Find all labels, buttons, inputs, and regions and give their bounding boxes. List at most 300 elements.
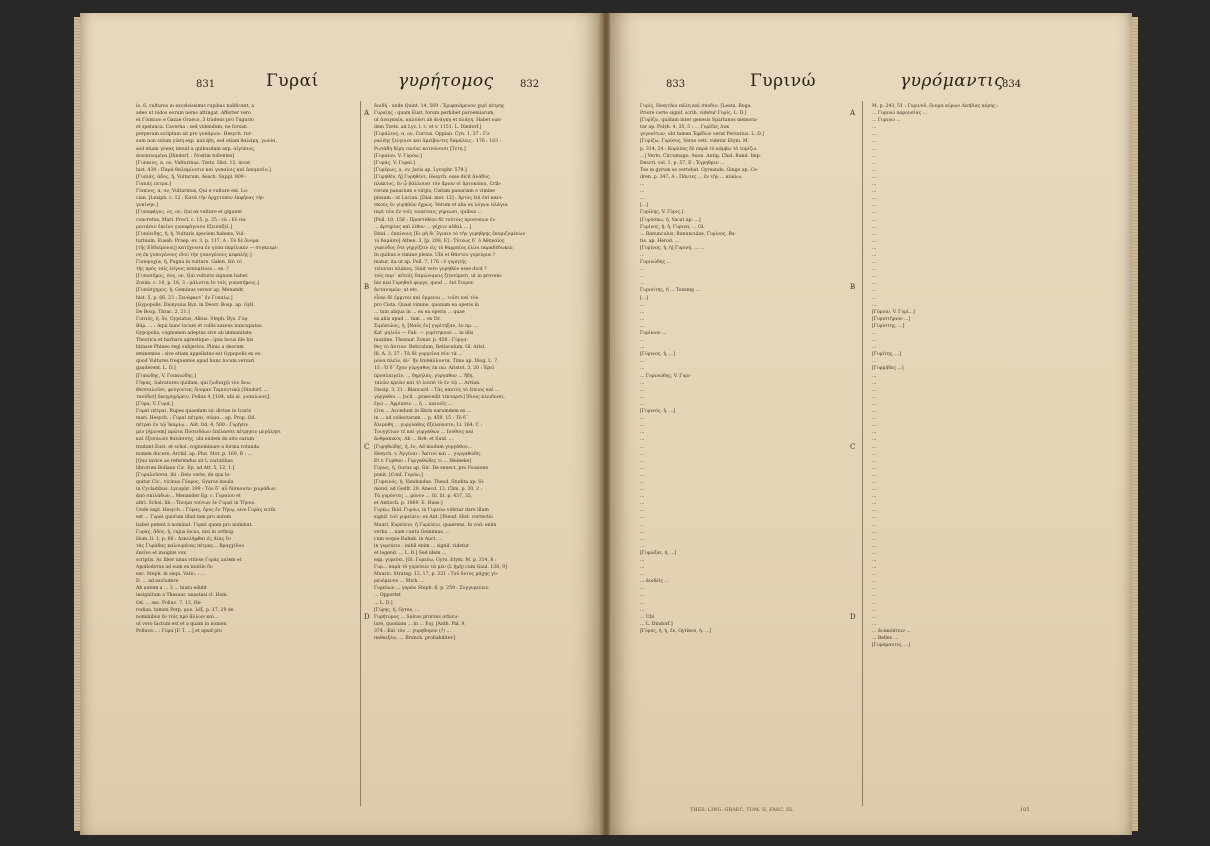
column-rule: [360, 101, 361, 806]
text-line: ...: [640, 196, 645, 202]
text-line: ...: [872, 295, 877, 301]
text-line: et Antioch. p. 1069, E. Hase.]: [374, 501, 443, 507]
text-line: ...: [872, 536, 877, 542]
text-line: plexam : ut Lucian. [Dial. mer. 12] : Ἀρτος ἐπὶ ἐπὶ κανι-: [374, 196, 504, 202]
text-line: ex aliis apud ... tum ... ex Dr.: [374, 316, 441, 322]
text-line: ...: [872, 479, 877, 485]
text-line: ...: [872, 125, 877, 131]
text-line: Ill. A. 3, 27 : Τὰ δὲ γυργεῖνα σὺν τὰ ...: [374, 352, 463, 358]
text-line: io, 6, vultures in excelsissimis rupibus nidificant, a: [136, 104, 255, 109]
text-line: ponit. [Conf. Γυρόω.]: [374, 472, 423, 478]
text-line: τὰς Γυράδας καλουμένας πέτρας... Βραγχίδου: [136, 543, 245, 549]
text-line: ...: [872, 558, 877, 563]
text-line: άνεπαυομένα [Dindorf. : Nostim tollentes]: [136, 153, 235, 159]
text-line: altri. Schol. lib. : Ὄνομα τούτων ἐν Γυραί in Τῆνον.: [136, 501, 256, 507]
page-edge-right: [1132, 17, 1138, 831]
text-line: rorum panarium e virgis, Cistam panariam e vimine: [374, 189, 495, 195]
text-column: [136, 103, 352, 803]
text-line: [...]: [640, 203, 648, 209]
text-line: exp. γυρεύει. [Gl. Γυρεύω, Gyro. Etym. M. p. 314, 8 :: [374, 558, 497, 563]
text-line: ut vero factum est et a quam in nomen: [136, 621, 227, 627]
text-line: ...: [872, 621, 877, 627]
page-number: 832: [520, 79, 540, 90]
text-line: ...: [872, 182, 877, 188]
text-line: [Γυποσήμος, συς, ον, Qui vulturis signum habet.: [136, 274, 249, 280]
text-line: ...: [640, 536, 645, 542]
text-line: ...: [640, 458, 645, 464]
text-line: [Γυρόμαντις, ...]: [872, 643, 911, 649]
text-line: ...: [872, 501, 877, 507]
text-line: ...: [872, 579, 877, 585]
page-number: 834: [1002, 79, 1022, 90]
text-line: ... L. D.]: [374, 600, 393, 606]
text-line: ...: [872, 245, 877, 251]
text-line: Γυρήτομος ... Sulcos prorsus orbicu-: [374, 614, 459, 620]
text-line: ...: [872, 359, 877, 365]
text-line: ...: [872, 416, 877, 422]
text-line: ... Opportet: [374, 593, 401, 599]
text-line: dren. p. 347, A : Πάντες ... ἐν τὴν ... κύκλω.: [640, 174, 743, 180]
text-line: ἀοιδῆ : unde Quint. 14, 569 : Ἐριφπιάμενον χερὶ πέτρης: [374, 104, 505, 109]
text-line: [Γυπόειδης, ἡ, ἡ, Vulturis speciem habens, Vul-: [136, 231, 246, 237]
text-line: turinum. Euseb. Praep. ev. 3, p. 117, A : Τὸ δὲ ὄνομα: [136, 238, 259, 244]
text-line: [Γυρόσκω, ἡ, Vacat ap. ...]: [640, 217, 701, 223]
text-line: ... Ubi: [640, 614, 655, 620]
text-line: [Γύρος, ἡ, ἡ, ἐν, Gyrinos, ἡ. ...]: [640, 628, 712, 634]
text-line: quod Vultures frequentes apud hunc locum versari: [136, 359, 255, 365]
text-line: [Γυρίζω, quidam inter genesis Spartanos memora-: [640, 118, 758, 124]
text-line: ...: [872, 423, 877, 429]
text-line: nomen ducere. Archil. ap. Plut. Mor. p. 169, B : ...: [136, 451, 252, 457]
text-line: ...: [872, 174, 877, 180]
text-line: tur ap. Polyb. 4, 35, 5 : ... Γυρίδες Λυκ: [640, 125, 730, 131]
text-line: [Γύριον, V. Γυρί...]: [872, 309, 915, 315]
text-line: in Cycladibus. Lycophr. 399 : Τὸν δ᾽ αὖ δίσκοισιν χοιράδων: [136, 487, 276, 493]
text-line: ...: [640, 451, 645, 457]
text-line: hist. 5, p. 66, 23 : Ξενόφαντ᾽ ἐν Γυπαίῳ.]: [136, 295, 233, 301]
text-line: [Γύρινος, ἡ, ...]: [640, 352, 676, 358]
text-line: perperam scriptum sit pro γυπάριον. Hesych. rur-: [136, 132, 253, 138]
running-headword: γυρόμαντις: [900, 71, 1005, 91]
text-line: ...: [640, 401, 645, 407]
text-line: εῖτα ... Accedunt in libris earumdem ex ...: [374, 409, 472, 415]
text-line: [Γυραλοῦσσα, ibi : Delo certe, de qua lo-: [136, 472, 231, 478]
text-line: ...: [872, 472, 877, 478]
text-line: nominibus ἐν τοῖς πρὸ ἄλλων καὶ...: [136, 614, 219, 620]
text-line: εἶναι δὲ ἐμμιτοι καὶ ἐμμενοι ... τοῖσι καὶ τὸν: [374, 295, 479, 301]
text-line: Priore certe signif. scrib. videtur Γυρίς. L. D.]: [640, 111, 747, 117]
text-line: Gypopolis, cognomen adeptus sive ab immanitate: [136, 331, 252, 336]
text-line: Γυπιάς πετρα.]: [136, 182, 171, 188]
text-line: habet petent à nominat. Γυραί quam pro nominat.: [136, 522, 253, 528]
text-line: sum non solum γύπη exp. καλύβη, sed etiam θαλάμη, γωνία,: [136, 139, 277, 145]
text-line: [Γυπιάς, άδος, ἡ, Vulturum, Aesch. Suppl. 809 :: [136, 174, 247, 180]
text-line: γυρεύδος ὅτε γηργίζειν εἰς τὸ θαρραῖος ἐλίοι παραδέδωκεν,: [374, 245, 515, 251]
text-line: ... ἀρτηρίας καὶ λίθον ... γέχειν αἰθαλ ... ]: [374, 224, 472, 230]
text-line: ...: [872, 331, 877, 336]
text-line: ...: [872, 550, 877, 556]
text-line: D. ... ad excludere: [136, 579, 179, 585]
text-line: ...: [872, 515, 877, 521]
text-line: Γυρεύων ... γυρῶν Steph. 6, p. 259 : Συγγυρεύειν: [374, 586, 489, 592]
text-line: Theorica et barbara agrestique : ipsa locus ille his: [136, 338, 254, 344]
text-line: ...: [872, 387, 877, 393]
text-line: ...: [872, 522, 877, 528]
text-line: ...: [640, 338, 645, 344]
text-line: ...: [640, 522, 645, 528]
text-line: Τὰ γυρόντες ... μόνον ... Gl. lit. p. 437, 35,: [374, 494, 473, 500]
text-line: [Quo invice ao referendus sit L variatibus: [136, 458, 233, 464]
text-line: καὶ ἐξεσάωσε θαλάσσης, ubi eiidem de situ earum: [136, 437, 255, 443]
text-line: 374 : Καί τὸν ... γυρηθομον (?) ...: [374, 628, 451, 634]
text-line: ...: [640, 565, 645, 571]
text-line: ...: [872, 401, 877, 407]
running-headword: γυρήτομος: [398, 71, 494, 91]
text-line: Polluce... : Γύρα [F. Ἰ. ...] et apud pro: [136, 628, 223, 634]
text-line: τοῖς παρ᾽ αὐτοῖς δαμώνυμοις ζητούμεσι, ut in provem-: [374, 274, 503, 280]
text-line: cum eoque Ruhnk. in Auct. ...: [374, 536, 443, 542]
text-line: τῆς πρὸς ταῖς λόγοις πεπομένων... ex. ?: [136, 267, 229, 273]
text-line: ...: [640, 558, 645, 563]
text-column: [374, 103, 590, 803]
text-line: ...: [872, 586, 877, 592]
running-headword: Γυραί: [266, 71, 319, 91]
text-line: ρευόμενον ... Mich. ...: [374, 579, 425, 585]
text-line: M. p. 243, 51 : Γυρινοῦ, ὄνομα κύρων Λεσβίας κόρης :: [872, 104, 999, 109]
page-number: 831: [196, 79, 216, 90]
text-line: Dind. : ἐπαίνους [Ει μὴ δι᾽ὕγιαιν τὸ τὴν γυρηθρης ἐκομιζομένων: [374, 231, 526, 237]
text-line: [Γυρμήδες ...]: [872, 366, 904, 372]
text-line: mari. Hesych. : Γυραὶ πέτραι, σῶμα... ap. Prop. Od.: [136, 416, 256, 422]
text-line: exc. Steph. in sequ. Vatic. : ...: [136, 572, 205, 578]
text-line: [Γυράς, V. Γυραί.]: [374, 160, 416, 166]
text-line: Hom. ll. 1, p. 66 : Δεκελήφθαι ἐς Δίας ἐν: [136, 536, 231, 542]
text-line: ...: [872, 458, 877, 464]
text-line: ...: [872, 132, 877, 138]
text-line: Et v. Γυρθαν : Γυργαθώδες τι ... Meineke]: [374, 458, 472, 464]
text-line: ...: [872, 593, 877, 599]
text-line: ...: [872, 153, 877, 159]
text-line: rodian. tamen Perp. μον. λέξ. p. 17, 29 de: [136, 607, 234, 613]
text-line: Γυπτός, ἡ, ὄν, Gypsatus, Albus. Steph. Byz. Γύψ: [136, 316, 248, 322]
text-line: verba ... nam cuntu Geinimus, ...: [374, 529, 451, 535]
text-line: ...: [872, 565, 877, 571]
text-line: est ... Γυραὶ quorum illud tam pro autem: [136, 515, 232, 521]
text-line: librorum Bollano Cic. Ep. ad Att. 5, 12, 1.]: [136, 465, 235, 471]
text-line: Dissip. 3, 21 : Blancard. : Τὰς παντὸς τὸ ἑπειος καὶ ...: [374, 387, 500, 393]
text-line: et legend. ... L. D.] Sed idem ...: [374, 550, 447, 556]
text-line: μόνα πλεῖν, ἀν᾽ ἣν ἐπιθάλλοντα. Timo ap. Diog. L. 7,: [374, 359, 499, 365]
signature-mark: 105: [1020, 807, 1030, 813]
text-line: ...: [640, 515, 645, 521]
text-line: ...: [640, 387, 645, 393]
text-line: ...: [872, 238, 877, 244]
text-line: ...: [640, 586, 645, 592]
text-line: ...: [640, 479, 645, 485]
text-line: scriptis. Ac liber unus vitiose Γυρὰς autem et: [136, 558, 242, 563]
footer-note: THES. LING. GRAEC. TOM. II, FASC. III.: [690, 807, 794, 813]
text-line: [Γυράλεος, α, ον, Curvus. Oppian. Cyn. 1, 37 : Γυ-: [374, 132, 491, 138]
text-line: ...: [640, 302, 645, 308]
text-line: ...: [872, 444, 877, 450]
margin-letter: D: [364, 613, 370, 621]
text-line: Γυπορυχία, ἡ, Pugna in vulture. Galen. ἐπὶ τὸ: [136, 260, 242, 266]
text-line: et spelunca. Caverna : sed videndum, ne forsan: [136, 125, 247, 131]
text-line: ...: [872, 345, 877, 351]
text-line: Βάρ. ... : Aqui hunc locum et collis saxeus nuncupatus: [136, 323, 262, 329]
text-line: ...: [872, 224, 877, 230]
text-line: ἄλιμοθη ... γυργύαθος ἐξελαύνετο, Ll. 164, C :: [374, 423, 483, 429]
text-line: Γυρίνος, ἡ, ἡ, Γυρινα, ... Gl.: [640, 224, 705, 230]
text-line: Γυρ... παρὰ τὸ γυρεύειν τὰ μέν (L ἡμὴ) cum Gaul. 138, 9]: [374, 565, 507, 571]
text-line: ραλέης ζεύγοισι καί ἀμείβοντες δαμάλεις : 176 : 183 :: [374, 139, 502, 145]
text-line: in γυρεύειν : inibil enim ... signif. videtur: [374, 543, 470, 549]
text-line: ...: [640, 316, 645, 322]
text-line: ...: [872, 189, 877, 195]
text-line: maxime. Thesaur. Zonar. p. 458 : Γύργα-: [374, 338, 469, 344]
text-line: ...: [872, 607, 877, 613]
margin-letter: C: [364, 443, 370, 451]
text-line: ... ἀοιδεῖς ...: [640, 579, 669, 585]
text-line: σκούς ἐν γυρηθῶν ἐχρώς. Verum et alia ex λόγων πλάγια: [374, 203, 508, 209]
text-line: ...: [640, 267, 645, 273]
text-line: Γυραὶ πέτραι, Rupes quaedam sic dictae in Icario: [136, 409, 252, 415]
text-line: [Γυρέρως, a, ov, Javis ap. Lycophr. 579.]: [374, 167, 467, 173]
text-line: ...: [872, 196, 877, 202]
text-line: ...: [640, 572, 645, 578]
text-line: ...: [640, 508, 645, 514]
text-column: [640, 103, 856, 803]
text-line: γεγονέτων, ubi tamen Ἐφέδων verat Persutius. L. D.]: [640, 132, 764, 138]
text-line: ...: [872, 465, 877, 471]
text-line: ...: [640, 416, 645, 422]
text-line: ...: [872, 430, 877, 436]
text-line: hist. 439 : Παρά θαλαμίοισιν καί γυπαίοις καί ἀπομισῖο.]: [136, 167, 271, 173]
text-line: ...: [640, 309, 645, 315]
text-line: ...: [872, 203, 877, 209]
text-line: [Γύρης, ἡ, Gyres, ...: [374, 607, 420, 613]
text-line: περὶ τῶν ἐν τοῖς τοιαύταις γηρεωσι, quibus ...: [374, 210, 482, 216]
text-line: [Γυρίτης, ...]: [872, 352, 902, 358]
text-line: τεῖνεται πλάκος. Sinit vero γυρηθῶν esse dicit ?: [374, 267, 487, 273]
text-line: ...: [872, 231, 877, 237]
text-line: Mauric. Strateg. 12, 17, p. 321 : Τοῦ ὄντος μάχης γυ-: [374, 572, 499, 578]
text-line: ...: [640, 494, 645, 500]
text-line: θος τὸ ἀντιον. Reticulum, Retiaculum. Gl. Arist.: [374, 345, 486, 351]
text-line: Γυρὰς, ἄδος. ἡ, cujus locus, nisi in orthog.: [136, 529, 235, 535]
text-line: ...: [640, 281, 645, 287]
text-line: ...: [872, 451, 877, 457]
text-line: ...: [872, 508, 877, 514]
text-line: ...: [872, 614, 877, 620]
text-line: [Γυπόσχημος, ἡ, Geminus versor ap. Menandr.: [136, 288, 245, 294]
text-line: ...: [872, 394, 877, 400]
text-line: ...: [640, 529, 645, 535]
text-line: in ... ad collectarum ... p. 459, 15 : Τὸ δ᾽: [374, 416, 469, 422]
margin-letter: D: [850, 613, 856, 621]
text-line: [Γυρηθέν, ἡ] Γυρηθέντ, Hesych. esse dicit ἀνάδυς: [374, 174, 490, 180]
text-line: ...: [872, 409, 877, 415]
text-line: mond, ad Godfr. 29. Anecd. 13. Clim. p. 30, 2 :: [374, 487, 483, 493]
text-line: ... Γυρινώ παρουσίας ...: [872, 111, 928, 117]
text-line: cian. [Lexiph. c. 12 : Κατά τὴν ἀρχετύπον ἐκφήνας τὴν: [136, 196, 264, 202]
text-line: ...: [872, 210, 877, 216]
text-line: ...: [640, 487, 645, 493]
margin-letter: A: [850, 109, 856, 117]
text-line: ...: [640, 394, 645, 400]
text-line: ...: [640, 444, 645, 450]
text-line: Ab autem a ... 3 ... hiatu edidit: [136, 586, 207, 592]
text-line: ... ἀνακόπτειν ...: [872, 628, 911, 634]
text-line: τανίδεσ] ἐκεγρηγόρειν, Pollux 4, [104, ubi al. γυπαίωνες].: [136, 394, 271, 400]
text-line: ...: [872, 252, 877, 258]
text-line: ...: [640, 600, 645, 606]
text-line: [Γυρεινός, ἡ, Vandondus. Theod. Studita ap. Si-: [374, 479, 485, 485]
text-line: signif. τοῦ γυρεύειν: ex Ant. [Pseud. Hist. correctio: [374, 515, 493, 521]
text-line: ...: [640, 323, 645, 329]
text-line: ...: [872, 302, 877, 308]
text-line: ...: [640, 472, 645, 478]
text-line: bitasse Phineo regi subjectos. Plinio a deorum: [136, 345, 244, 351]
text-line: ...: [872, 139, 877, 145]
text-line: ...: [872, 529, 877, 535]
text-line: insignitum a Thesaur. anastasi cl. Hom.: [136, 593, 229, 599]
text-line: ...: [872, 267, 877, 273]
text-line: ...: [872, 572, 877, 578]
text-line: [Γυρώξαι, ἡ, ...]: [640, 550, 677, 556]
text-line: concretus. Mari. Procl. c. 15, p. 35 : τὰ : Εὐ πα-: [136, 217, 247, 223]
text-line: ... Γυρινώ ...: [872, 118, 901, 124]
left-page-header: [80, 71, 602, 97]
text-line: ...: [640, 501, 645, 507]
text-line: ...: [872, 160, 877, 166]
text-line: Zosim. c. 10, p. 16, 3 : μάλιστα ἐν τοῖς γυποσήμοις.]: [136, 281, 259, 287]
text-line: pro Cista. Quasi vimine, quonam ea operis in: [374, 302, 479, 308]
text-line: ...: [640, 274, 645, 280]
text-line: ...: [872, 600, 877, 606]
text-line: tradunt Eust. et schol. cognominare a forma rotunda: [136, 444, 260, 450]
text-line: Hesych. v. Ἀγγίναι : Ἀκτινὶ καὶ ... γυργαθώδη.: [374, 451, 482, 457]
text-line: Γυρέω, Ibid. Γυρόω, in Γυρεύω videtur dare illum: [374, 508, 489, 514]
text-line: ... Γυρινώδης, V. Γυρι-: [640, 373, 692, 379]
text-line: Unde expl. Hesych. : Γύρας, ὄρος ἐν Τήνῳ, sive Γυρὰς scrib.: [136, 508, 277, 514]
text-line: Σιμόπυλος, ἡ, [Ναὸς ἐν] γυρίτηξαν, ἐν πρ. ...: [374, 323, 479, 329]
text-line: ταλῶν κρεῶν καὶ τὸ λοιπὸ τὸ ἐν τῷ ... Arrian.: [374, 380, 481, 386]
text-line: ...: [640, 366, 645, 372]
text-line: ...: [640, 543, 645, 549]
text-line: matur, ita ut ap. Poll. 7, 176 : ὁ γυρητῆς: [374, 260, 467, 266]
text-line: sed etiam γύπας innuit a quibusdam exp. αἰγύπιος,: [136, 146, 256, 152]
text-line: γύργαθοι ... [scil. : praecedit τέκταρσι] ἴδιοις κλειδοισι,: [374, 394, 505, 400]
text-line: Γυρίνιον ...: [640, 331, 667, 336]
running-headword: Γυρινώ: [750, 71, 816, 91]
right-page-header: [610, 71, 1132, 97]
text-line: [Γυραίου. V. Γυρόω.]: [374, 153, 422, 159]
text-line: ...: [640, 465, 645, 471]
text-line: ...: [872, 373, 877, 379]
text-line: ...: [640, 607, 645, 613]
text-line: Γυρινώδης ...: [640, 260, 671, 266]
text-line: [...]: [640, 295, 648, 301]
text-line: [Γυρηθώδης, ἡ, ἐν, Ad modum γυργάθου...: [374, 444, 472, 450]
text-line: ...: [640, 345, 645, 351]
text-line: Descri. vol. 1, p. 57, E : Ἑγρηθρεν ...: [640, 160, 725, 166]
text-line: ...: [872, 543, 877, 549]
text-line: [Poll. 10, 158 : Προστιθέον δὲ τούτοις προσοσων ἐν: [374, 217, 496, 223]
text-line: [Γύρα, V. Γυρά.]: [136, 401, 173, 407]
text-line: Τουγγίτων τέ καὶ γυργάθων ... Ιουθσις καὶ: [374, 430, 474, 436]
text-line: ...: [872, 288, 877, 294]
page-number: 833: [666, 79, 686, 90]
text-line: Ρωτάδη δέρη τανύει κοτνόνοισι [Τετη.]: [374, 146, 466, 152]
text-line: ἐκεῖνο et insignis vox: [136, 550, 186, 556]
text-line: ...: [872, 338, 877, 344]
text-line: Γυρίς, Hesychio πάλη καὶ σποδιν. [Leeta, Roga.: [640, 104, 752, 109]
text-line: ... tum aliqua in ... ex ea operis ... quae: [374, 309, 465, 315]
text-line: ...] Verto, Circumago. Auon. Antig. Chal. Rand. Imp.: [640, 153, 761, 159]
text-line: ροιτάσιν ἐκεῖνο γυποφάγοιον ἐξεισαξεῖ.]: [136, 224, 232, 230]
text-line: ...: [640, 359, 645, 365]
text-line: Θεσσαλοῦσι, φεύγοντας ὄνομαν Ταμιευτικῷ [Dindorf. ...: [136, 387, 269, 393]
text-line: ...: [872, 494, 877, 500]
text-line: [Γυρινός, ἡ, ...]: [640, 409, 676, 415]
text-line: p. 314, 24 : Κορλέας δὲ παρὰ τὸ κάμβω τὸ τομίζω.: [640, 146, 758, 152]
text-line: ...: [872, 437, 877, 443]
margin-letter: A: [364, 109, 370, 117]
text-line: [τῆς Εὐδαίμονος] κατέχουσα ἐν γύπα πεφίλικεν — συγκειμέ-: [136, 245, 279, 251]
text-line: Γύπειος, α, ον, Vulturinus, Qui e vulture est. Lu-: [136, 189, 249, 195]
text-line: Γύρως, ἡ, Gurus ap. Gic. De senect. pro Fossione: [374, 465, 489, 471]
text-line: ἐγώ ... Ἀρρίασιν ... ἡ ... καινοῖς ...: [374, 401, 453, 407]
text-line: ... Beller. ...: [872, 636, 899, 642]
text-line: ...: [640, 437, 645, 443]
text-line: Mauri, Κυρεύειν, ἡ Γυρεύειν, quaerens. In cod. enim: [374, 522, 497, 528]
text-line: ...: [640, 189, 645, 195]
book-spread: [80, 13, 1132, 835]
text-line: bio nisi Γυρηθοῦ φυργε, quod ... ἐπὶ ἕτερον: [374, 281, 474, 287]
text-line: πέτραι ἐν τῷ Ἰκαρίῳ... Ald. Od. 4, 500 : Γυρῇσιν: [136, 423, 249, 429]
text-line: Γυρινίτης, ἡ ... Toxemg ...: [640, 288, 700, 294]
text-line: [Γυπαιος, α, ον, Vulturinus. Tzetz. Hist. 12, incer.: [136, 160, 252, 166]
text-line: ἀπὸ σπιλάδων... Menander Ep. c. Γυραίου et: [136, 494, 241, 500]
text-line: ...: [640, 423, 645, 429]
text-line: ...: [872, 487, 877, 493]
text-line: Γύψας, Salvatores quidam, qui ζωδιαχῷ τὸν ἄνω: [136, 380, 251, 386]
text-line: 15 : Ὁ δ᾽ ἔχον γύργαθος ἐκ πώ. Aristot. 3, 20 : Ἐρεῖ: [374, 366, 495, 372]
text-line: ...: [872, 167, 877, 173]
text-line: quitur Cic., vicinus Γύαρος. Gyaros insula: [136, 479, 234, 485]
text-line: De Bosp. Thrac. 2, 21.]: [136, 309, 190, 315]
text-line: ἀντανυμῶν, ut etc.: [374, 288, 419, 294]
margin-letter: B: [364, 283, 370, 291]
text-line: adeo ut nidos eorum nemo attingat. Afferter vero: [136, 111, 251, 117]
text-line: [Γυποφάγος, ος, ον, Qui ex vulture et gigante: [136, 210, 242, 216]
text-line: In quibus e vimine plexis. Ubi et Θάστευ γυρεύρια ?: [374, 252, 495, 258]
right-page: [610, 13, 1132, 835]
text-line: ...: [872, 274, 877, 280]
text-column: [872, 103, 1088, 803]
text-line: ...: [872, 380, 877, 386]
text-line: eminentes : sive etiam appellatus est Gypopolis ex eo: [136, 352, 261, 358]
text-line: dem Tzetz. ad Lyc. l. c. et v. 1151. L. Dindorf.]: [374, 125, 482, 131]
text-line: ut ἀναγκαία, καλούσι ab ἀνάγκη et πλάγη. Habet ean-: [374, 118, 502, 124]
text-line: [Γυρίστης, ...]: [872, 323, 905, 329]
text-line: ...: [640, 593, 645, 599]
text-line: προσλαιγεῖν, ... δηρηλάς, γύργαθον ... ἤδη,: [374, 373, 474, 379]
text-line: [Γυριστήριον ...]: [872, 316, 911, 322]
text-line: [Γυρίνος, ἡ, ἡ] Γυρινή, ... ...: [640, 245, 705, 251]
text-line: Γυρίλης, V. Γύρις.]: [640, 210, 684, 216]
